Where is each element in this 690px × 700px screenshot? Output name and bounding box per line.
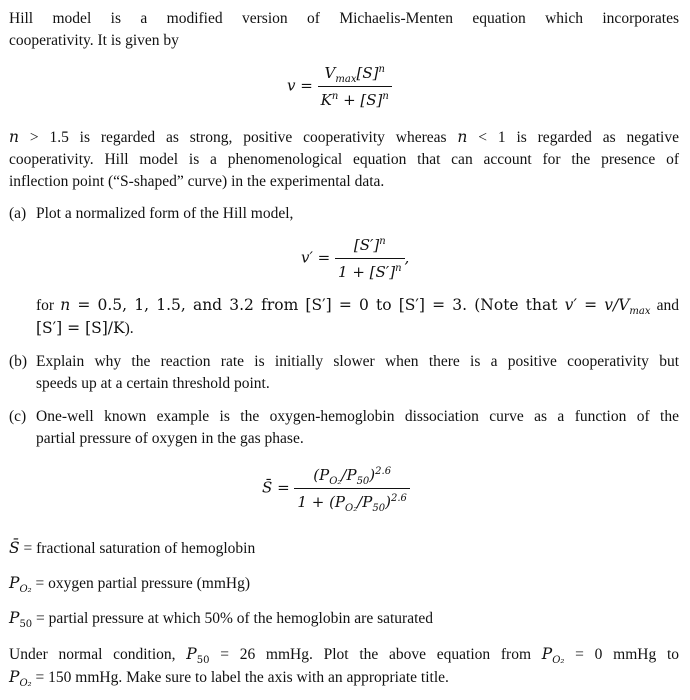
norm-den: 1 + [S′] xyxy=(338,263,396,281)
hill-num-exp: n xyxy=(378,64,385,75)
def-po2-text: = oxygen partial pressure (mmHg) xyxy=(31,575,251,592)
def-p50-sub: 50 xyxy=(19,619,33,631)
definition-p50 xyxy=(9,607,679,630)
hill-equation xyxy=(287,62,392,111)
sat-den-one: 1 + (P xyxy=(297,493,346,511)
sat-num-o2: O₂ xyxy=(329,476,342,487)
def-p50-sym: P xyxy=(9,609,20,627)
fin-p50-sub: 50 xyxy=(196,655,210,667)
hill-eq-fraction xyxy=(318,62,392,111)
coop-n1: n xyxy=(9,128,19,146)
hill-eq-denominator xyxy=(318,87,392,111)
pa-and: and xyxy=(650,297,679,314)
hill-den-k: K xyxy=(320,91,332,109)
sat-num-close: ) xyxy=(369,466,376,484)
final-line-2 xyxy=(9,666,679,689)
final-line-1 xyxy=(9,643,679,666)
fin2-po2: P xyxy=(9,668,20,686)
sat-eq-numerator xyxy=(294,464,409,489)
def-po2-sub: O₂ xyxy=(19,584,32,596)
fin-po2-sub: O₂ xyxy=(552,655,565,667)
norm-eq-equals: = xyxy=(317,248,331,267)
intro-paragraph xyxy=(9,8,679,52)
sat-num-50: 50 xyxy=(356,476,370,487)
norm-eq-comma: , xyxy=(404,248,410,267)
sat-den-o2: O₂ xyxy=(345,503,358,514)
cooperativity-paragraph xyxy=(9,126,679,193)
hill-vmax: V xyxy=(324,64,336,82)
normalized-hill-equation xyxy=(301,234,409,283)
fin-a: Under normal condition, xyxy=(9,646,187,663)
norm-num-exp: n xyxy=(379,236,386,247)
fin-p50: P xyxy=(186,645,197,663)
sat-den-50: 50 xyxy=(372,503,386,514)
saturation-equation xyxy=(262,464,410,513)
part-c-label: (c) xyxy=(9,408,27,425)
sat-eq-equals: = xyxy=(277,478,290,497)
norm-eq-fraction xyxy=(335,234,405,283)
hill-den-exp: n xyxy=(382,91,389,102)
part-a-text: Plot a normalized form of the Hill model, xyxy=(36,205,294,222)
hill-eq-lhs: v xyxy=(287,76,296,95)
intro-line-1: Hill model is a modified version of Michaelis-Menten equation which incorporates xyxy=(9,10,679,27)
part-c-line-2: partial pressure of oxygen in the gas phase. xyxy=(36,430,304,447)
sat-den-p50: /P xyxy=(357,493,373,511)
pa-s-def: [S′] = [S]/K xyxy=(36,319,125,337)
sat-num-exp: 2.6 xyxy=(375,466,392,477)
sat-eq-fraction xyxy=(294,464,409,513)
pa-range: = 0.5, 1, 1.5, and 3.2 from [S′] = 0 to [S′] = 3. (Note that xyxy=(70,296,565,314)
fin2-b: = 150 mmHg. Make sure to label the axis with an appropriate title. xyxy=(31,669,449,686)
definition-s-bar xyxy=(9,537,679,560)
pa-close: ). xyxy=(124,320,134,337)
part-a-conditions xyxy=(36,294,679,340)
norm-eq-lhs: v′ xyxy=(301,248,313,267)
sat-num-p: (P xyxy=(313,466,330,484)
part-c-text xyxy=(36,406,679,450)
sat-eq-lhs: S̄ xyxy=(262,478,273,497)
part-a-label: (a) xyxy=(9,205,27,222)
pa-vprime: v′ = v/V xyxy=(564,296,630,314)
part-b-line-1: Explain why the reaction rate is initially slower when there is a positive cooperativity but xyxy=(36,353,679,370)
part-b-label: (b) xyxy=(9,353,28,370)
hill-eq-numerator xyxy=(318,62,392,87)
part-a-line-3 xyxy=(36,317,679,340)
sat-eq-denominator xyxy=(294,489,409,513)
norm-num-s: [S′] xyxy=(353,236,380,254)
sat-den-exp: 2.6 xyxy=(390,493,407,504)
hill-den-s: + [S] xyxy=(338,91,383,109)
fin2-po2-sub: O₂ xyxy=(19,678,32,690)
pa-vmax-sub: max xyxy=(629,306,651,318)
def-p50-text: = partial pressure at which 50% of the hemoglobin are saturated xyxy=(32,610,434,627)
hill-vmax-sub: max xyxy=(335,74,357,85)
norm-eq-numerator xyxy=(335,234,405,259)
norm-eq-denominator xyxy=(335,259,405,283)
coop-text-1: > 1.5 is regarded as strong, positive cooperativity whereas xyxy=(18,129,458,146)
coop-line-3: inflection point (“S-shaped” curve) in the experimental data. xyxy=(9,173,385,190)
def-po2-sym: P xyxy=(9,574,20,592)
coop-line-1 xyxy=(9,126,679,149)
coop-line-2: cooperativity. Hill model is a phenomenological equation that can account for the presence of xyxy=(9,151,679,168)
definition-po2 xyxy=(9,572,679,595)
def-s-sym: S̄ xyxy=(9,539,20,557)
def-s-text: = fractional saturation of hemoglobin xyxy=(19,540,256,557)
sat-num-p50: /P xyxy=(341,466,357,484)
fin-c: = 0 mmHg to xyxy=(564,646,679,663)
pa-for: for xyxy=(36,297,61,314)
hill-num-s: [S] xyxy=(356,64,379,82)
coop-n2: n xyxy=(457,128,468,146)
sat-den-close: ) xyxy=(385,493,391,511)
coop-text-2: < 1 is regarded as negative xyxy=(467,129,679,146)
fin-b: = 26 mmHg. Plot the above equation from xyxy=(209,646,542,663)
part-b-line-2: speeds up at a certain threshold point. xyxy=(36,375,270,392)
pa-n: n xyxy=(60,296,71,314)
norm-den-exp: n xyxy=(395,263,402,274)
part-b-text xyxy=(36,351,679,395)
part-a-line-2 xyxy=(36,294,679,317)
fin-po2: P xyxy=(541,645,553,663)
hill-eq-equals: = xyxy=(300,76,313,95)
intro-line-2: cooperativity. It is given by xyxy=(9,32,179,49)
hill-den-k-exp: n xyxy=(331,91,339,102)
final-instruction xyxy=(9,643,679,689)
part-c-line-1: One-well known example is the oxygen-hemoglobin dissociation curve as a function of the xyxy=(36,408,679,425)
